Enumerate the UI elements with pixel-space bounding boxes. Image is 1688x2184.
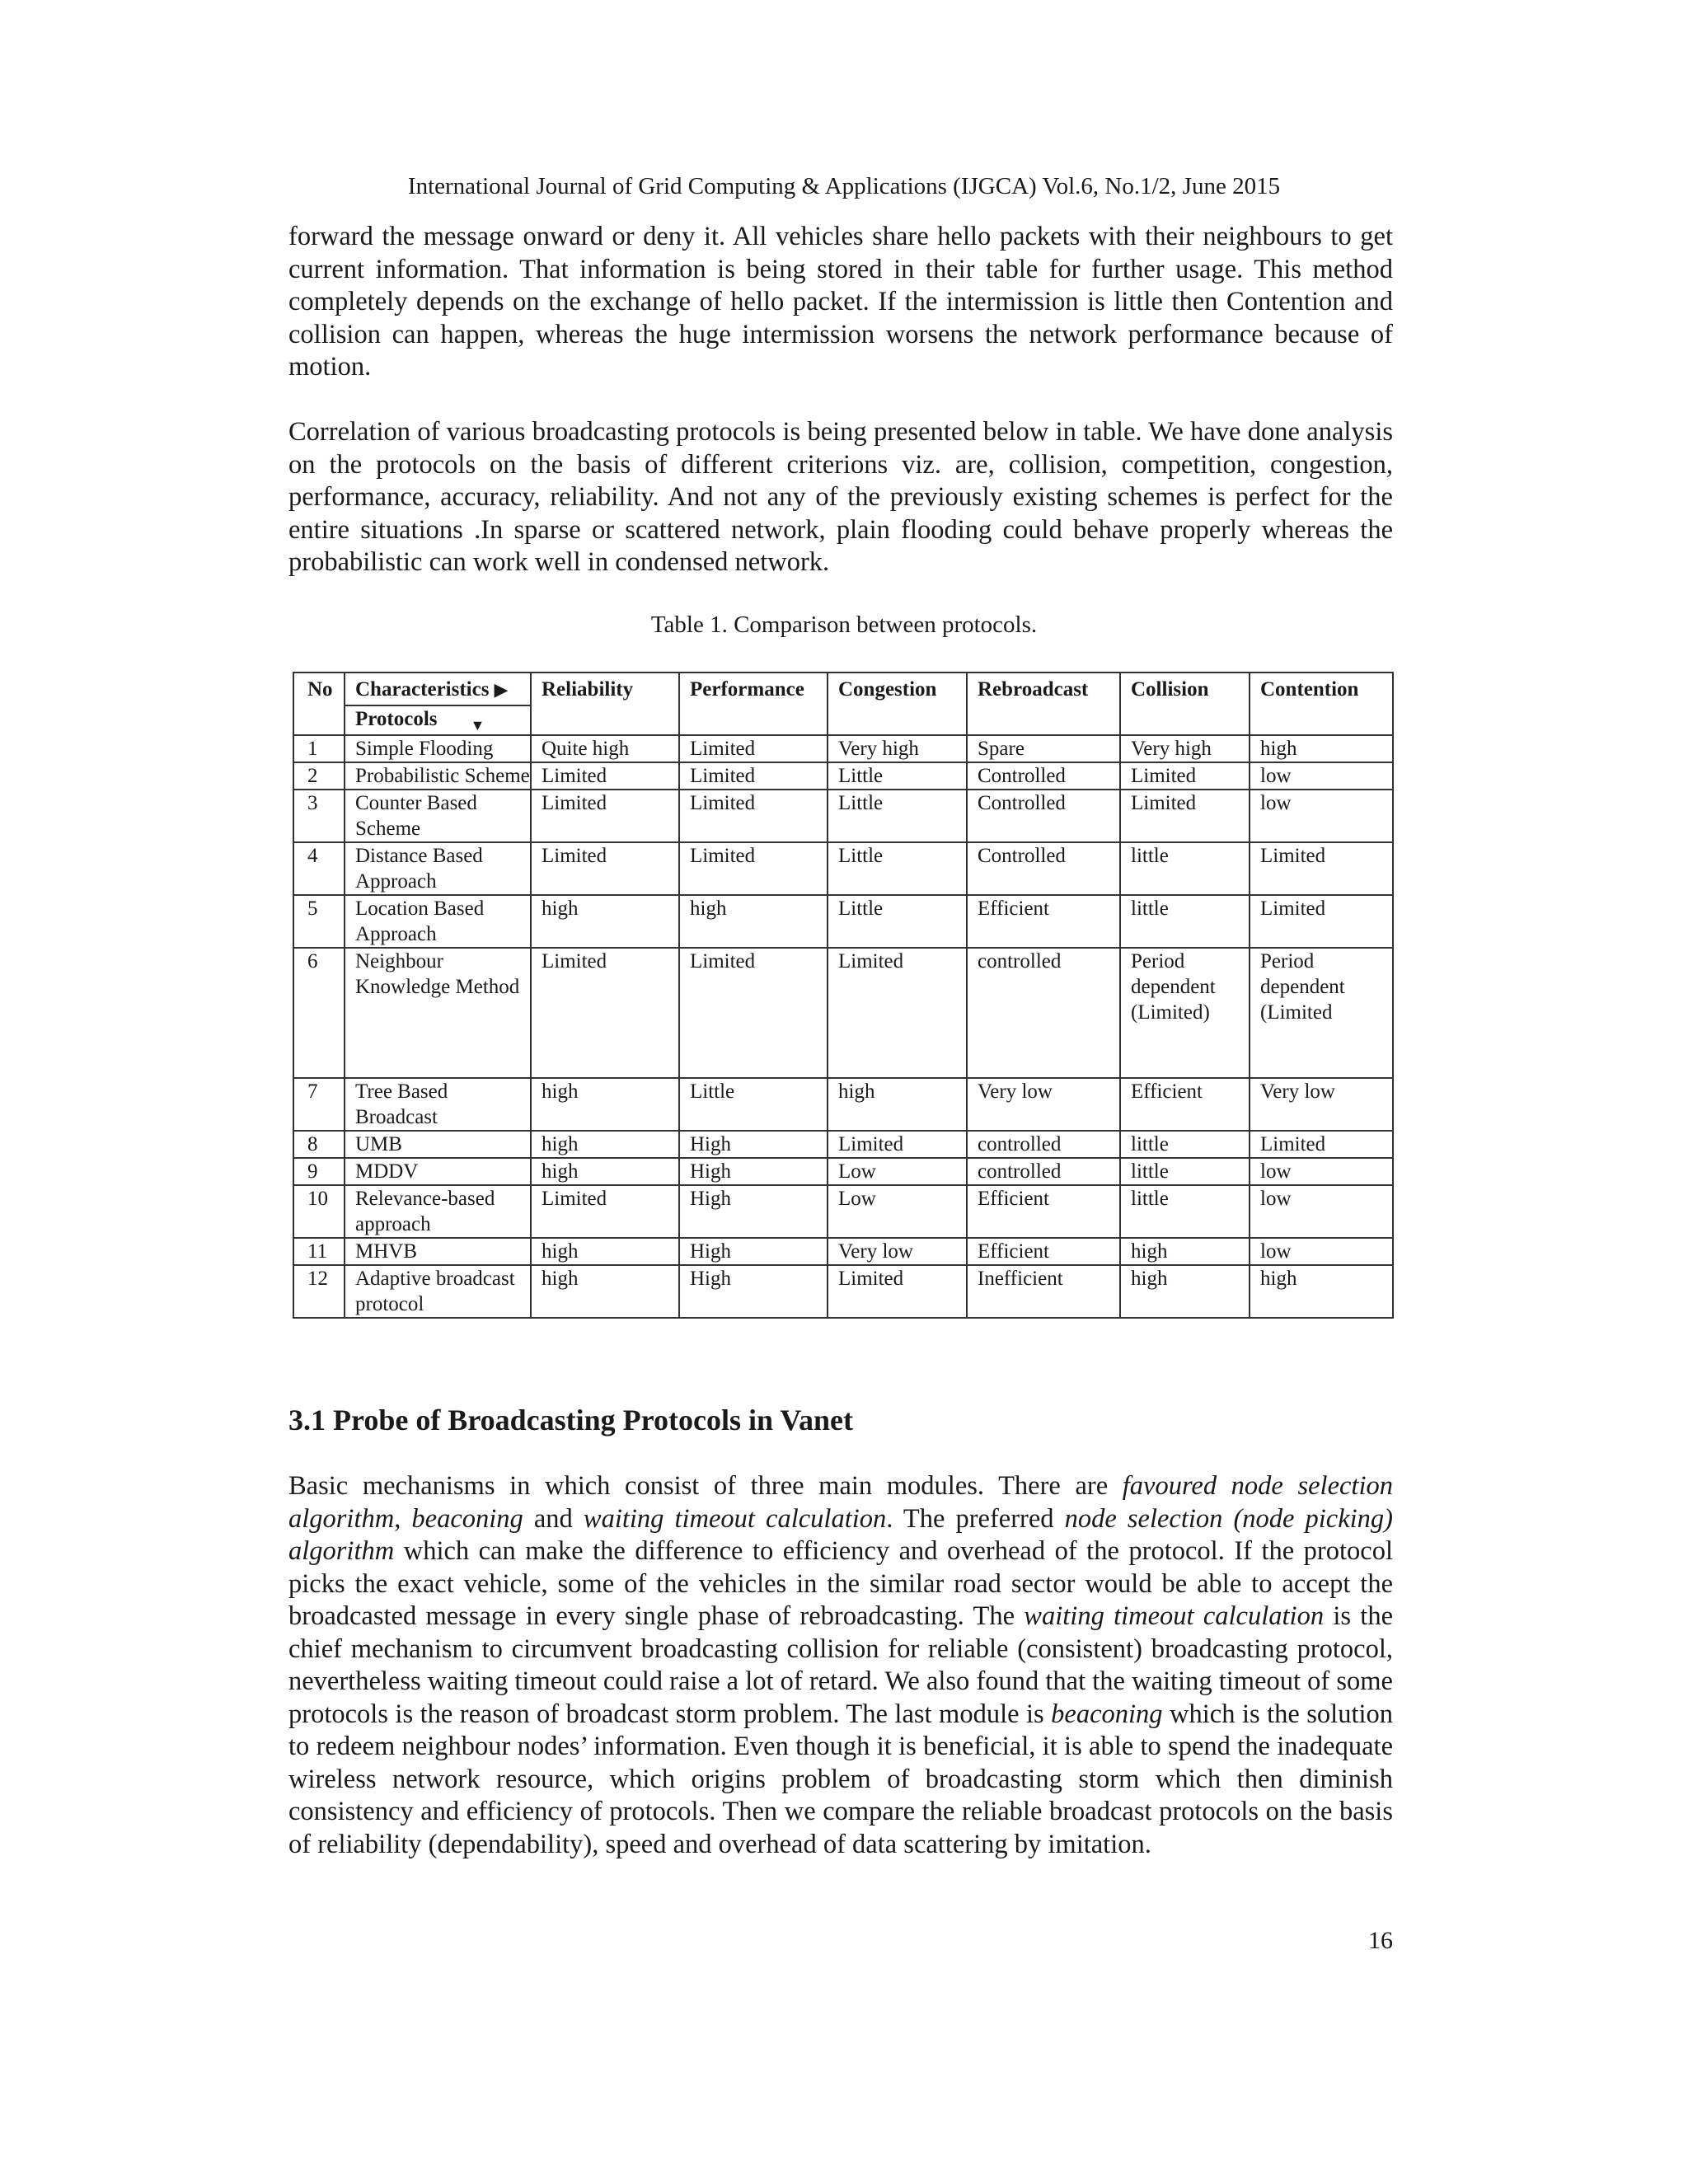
- cell-no: 8: [293, 1131, 345, 1158]
- table-row: [293, 790, 1393, 842]
- p3-italic-2: beaconing: [411, 1503, 523, 1534]
- cell-reliability: high: [531, 1078, 679, 1131]
- cell-performance: Limited: [679, 842, 828, 895]
- header-congestion: Congestion: [828, 673, 967, 735]
- cell-rebroadcast: Controlled: [967, 762, 1120, 790]
- cell-no: 10: [293, 1185, 345, 1238]
- comparison-table: [293, 672, 1394, 1319]
- table-row: [293, 1158, 1393, 1185]
- cell-performance: High: [679, 1131, 828, 1158]
- cell-no: 9: [293, 1158, 345, 1185]
- cell-reliability: Limited: [531, 842, 679, 895]
- cell-no: 5: [293, 895, 345, 948]
- running-head: International Journal of Grid Computing & Applications (IJGCA) Vol.6, No.1/2, June 2015: [407, 173, 1281, 199]
- cell-congestion: Little: [828, 790, 967, 842]
- cell-protocol: Adaptive broadcast protocol: [345, 1265, 531, 1318]
- cell-protocol: MDDV: [345, 1158, 531, 1185]
- cell-protocol: Counter Based Scheme: [345, 790, 531, 842]
- cell-rebroadcast: Controlled: [967, 842, 1120, 895]
- p3-italic-3: waiting timeout calculation: [583, 1503, 887, 1534]
- p3-italic-5: waiting timeout calculation: [1024, 1601, 1325, 1631]
- table-row: [293, 1265, 1393, 1318]
- header-reliability: Reliability: [531, 673, 679, 735]
- cell-congestion: Very low: [828, 1238, 967, 1265]
- table-row: [293, 1131, 1393, 1158]
- cell-collision: high: [1120, 1265, 1250, 1318]
- table-row: [293, 1078, 1393, 1131]
- cell-reliability: Limited: [531, 1185, 679, 1238]
- header-characteristics: Characteristics: [355, 678, 490, 701]
- cell-protocol: Probabilistic Scheme: [345, 762, 531, 790]
- table-row: [293, 948, 1393, 1078]
- cell-reliability: Limited: [531, 948, 679, 1078]
- cell-no: 12: [293, 1265, 345, 1318]
- cell-protocol: Tree Based Broadcast: [345, 1078, 531, 1131]
- cell-collision: little: [1120, 1131, 1250, 1158]
- p3-text-7: which is the solution to redeem neighbour nodes’ information. Even though it is beneficial, it is able to spend the inadequate wireless network resource, which origins problem of broadcasting storm which then diminish consistency and efficiency of protocols. Then we compare the reliable broadcast protocols on the basis of reliability (dependability), speed and overhead of data scattering by imitation.: [288, 1699, 1394, 1859]
- cell-no: 4: [293, 842, 345, 895]
- cell-protocol: Distance Based Approach: [345, 842, 531, 895]
- cell-protocol: MHVB: [345, 1238, 531, 1265]
- cell-no: 6: [293, 948, 345, 1078]
- cell-congestion: Limited: [828, 1265, 967, 1318]
- header-characteristics-protocols: [345, 673, 531, 735]
- cell-performance: Little: [679, 1078, 828, 1131]
- arrow-right-icon: ▶: [494, 679, 509, 700]
- table-row: [293, 895, 1393, 948]
- table-row: [293, 735, 1393, 762]
- cell-contention: low: [1250, 1185, 1393, 1238]
- cell-performance: High: [679, 1265, 828, 1318]
- table-row: [293, 762, 1393, 790]
- cell-reliability: high: [531, 1265, 679, 1318]
- p3-text-4: . The preferred: [886, 1503, 1065, 1534]
- p3-text-6: is the chief mechanism to circumvent broadcasting collision for reliable (consistent) broadcasting protocol, nevertheless waiting timeout could raise a lot of retard. We also found that the waiting timeout of some protocols is the reason of broadcast storm problem. The last module is: [288, 1601, 1394, 1729]
- cell-contention: high: [1250, 1265, 1393, 1318]
- cell-rebroadcast: Inefficient: [967, 1265, 1120, 1318]
- cell-congestion: Limited: [828, 1131, 967, 1158]
- section-heading: 3.1 Probe of Broadcasting Protocols in Vanet: [288, 1404, 854, 1436]
- cell-contention: Period dependent (Limited: [1250, 948, 1393, 1078]
- paragraph-3: [288, 1470, 1393, 1861]
- table-row: [293, 842, 1393, 895]
- header-protocols-wrap: [345, 705, 530, 733]
- cell-performance: high: [679, 895, 828, 948]
- header-rebroadcast: Rebroadcast: [967, 673, 1120, 735]
- cell-protocol: UMB: [345, 1131, 531, 1158]
- cell-contention: low: [1250, 1158, 1393, 1185]
- cell-reliability: Quite high: [531, 735, 679, 762]
- cell-performance: Limited: [679, 790, 828, 842]
- arrow-down-icon: ▼: [470, 717, 485, 733]
- p3-italic-4: node selection (node picking) algorithm: [288, 1503, 1394, 1566]
- cell-reliability: high: [531, 895, 679, 948]
- cell-collision: Limited: [1120, 762, 1250, 790]
- table-header-row: [293, 673, 1393, 735]
- cell-performance: Limited: [679, 762, 828, 790]
- cell-collision: Period dependent (Limited): [1120, 948, 1250, 1078]
- cell-congestion: Low: [828, 1185, 967, 1238]
- cell-collision: little: [1120, 1185, 1250, 1238]
- cell-contention: low: [1250, 762, 1393, 790]
- p3-text-3: and: [523, 1503, 584, 1534]
- cell-collision: little: [1120, 895, 1250, 948]
- header-performance: Performance: [679, 673, 828, 735]
- p3-italic-6: beaconing: [1051, 1699, 1163, 1729]
- p3-text-2: ,: [394, 1503, 412, 1534]
- header-contention: Contention: [1250, 673, 1393, 735]
- cell-no: 11: [293, 1238, 345, 1265]
- cell-congestion: high: [828, 1078, 967, 1131]
- cell-performance: High: [679, 1158, 828, 1185]
- cell-rebroadcast: controlled: [967, 1131, 1120, 1158]
- paragraph-2: Correlation of various broadcasting protocols is being presented below in table. We have done analysis on the protocols on the basis of different criterions viz. are, collision, competition, congestion, performance, accuracy, reliability. And not any of the previously existing schemes is perfect for the entire situations .In sparse or scattered network, plain flooding could behave properly whereas the probabilistic can work well in condensed network.: [288, 417, 1393, 577]
- cell-contention: high: [1250, 735, 1393, 762]
- cell-collision: high: [1120, 1238, 1250, 1265]
- cell-reliability: high: [531, 1131, 679, 1158]
- cell-rebroadcast: Efficient: [967, 1185, 1120, 1238]
- header-protocols: Protocols: [355, 708, 438, 730]
- cell-no: 1: [293, 735, 345, 762]
- table-row: [293, 1238, 1393, 1265]
- p3-text-5: which can make the difference to efficiency and overhead of the protocol. If the protocol picks the exact vehicle, some of the vehicles in the similar road sector would be able to accept the broadcasted message in every single phase of rebroadcasting. The: [288, 1536, 1393, 1631]
- cell-no: 7: [293, 1078, 345, 1131]
- cell-collision: Efficient: [1120, 1078, 1250, 1131]
- cell-collision: little: [1120, 1158, 1250, 1185]
- cell-protocol: Neighbour Knowledge Method: [345, 948, 531, 1078]
- table-body: [293, 735, 1393, 1318]
- cell-no: 3: [293, 790, 345, 842]
- cell-reliability: Limited: [531, 762, 679, 790]
- cell-rebroadcast: Spare: [967, 735, 1120, 762]
- cell-rebroadcast: controlled: [967, 1158, 1120, 1185]
- header-no: No: [293, 673, 345, 735]
- cell-collision: Very high: [1120, 735, 1250, 762]
- cell-rebroadcast: controlled: [967, 948, 1120, 1078]
- cell-congestion: Very high: [828, 735, 967, 762]
- p3-text-1: Basic mechanisms in which consist of three main modules. There are: [288, 1471, 1123, 1501]
- header-collision: Collision: [1120, 673, 1250, 735]
- cell-no: 2: [293, 762, 345, 790]
- cell-contention: low: [1250, 1238, 1393, 1265]
- cell-protocol: Location Based Approach: [345, 895, 531, 948]
- table-caption: Table 1. Comparison between protocols.: [650, 612, 1038, 638]
- cell-congestion: Little: [828, 842, 967, 895]
- cell-contention: Very low: [1250, 1078, 1393, 1131]
- cell-congestion: Limited: [828, 948, 967, 1078]
- cell-performance: High: [679, 1185, 828, 1238]
- cell-reliability: Limited: [531, 790, 679, 842]
- cell-congestion: Little: [828, 762, 967, 790]
- cell-performance: Limited: [679, 735, 828, 762]
- cell-contention: low: [1250, 790, 1393, 842]
- cell-contention: Limited: [1250, 1131, 1393, 1158]
- cell-contention: Limited: [1250, 842, 1393, 895]
- cell-rebroadcast: Efficient: [967, 1238, 1120, 1265]
- p3-italic-1: favoured node selection algorithm: [288, 1471, 1393, 1534]
- cell-contention: Limited: [1250, 895, 1393, 948]
- cell-protocol: Relevance-based approach: [345, 1185, 531, 1238]
- cell-collision: Limited: [1120, 790, 1250, 842]
- cell-performance: High: [679, 1238, 828, 1265]
- table-row: [293, 1185, 1393, 1238]
- cell-performance: Limited: [679, 948, 828, 1078]
- cell-congestion: Low: [828, 1158, 967, 1185]
- page-number: 16: [1368, 1927, 1393, 1954]
- paragraph-1: forward the message onward or deny it. All vehicles share hello packets with their neighbours to get current information. That information is being stored in their table for further usage. This method completely depends on the exchange of hello packet. If the intermission is little then Contention and collision can happen, whereas the huge intermission worsens the network performance because of motion.: [288, 222, 1393, 382]
- cell-reliability: high: [531, 1238, 679, 1265]
- cell-collision: little: [1120, 842, 1250, 895]
- cell-protocol: Simple Flooding: [345, 735, 531, 762]
- cell-rebroadcast: Very low: [967, 1078, 1120, 1131]
- cell-rebroadcast: Efficient: [967, 895, 1120, 948]
- cell-congestion: Little: [828, 895, 967, 948]
- cell-reliability: high: [531, 1158, 679, 1185]
- cell-rebroadcast: Controlled: [967, 790, 1120, 842]
